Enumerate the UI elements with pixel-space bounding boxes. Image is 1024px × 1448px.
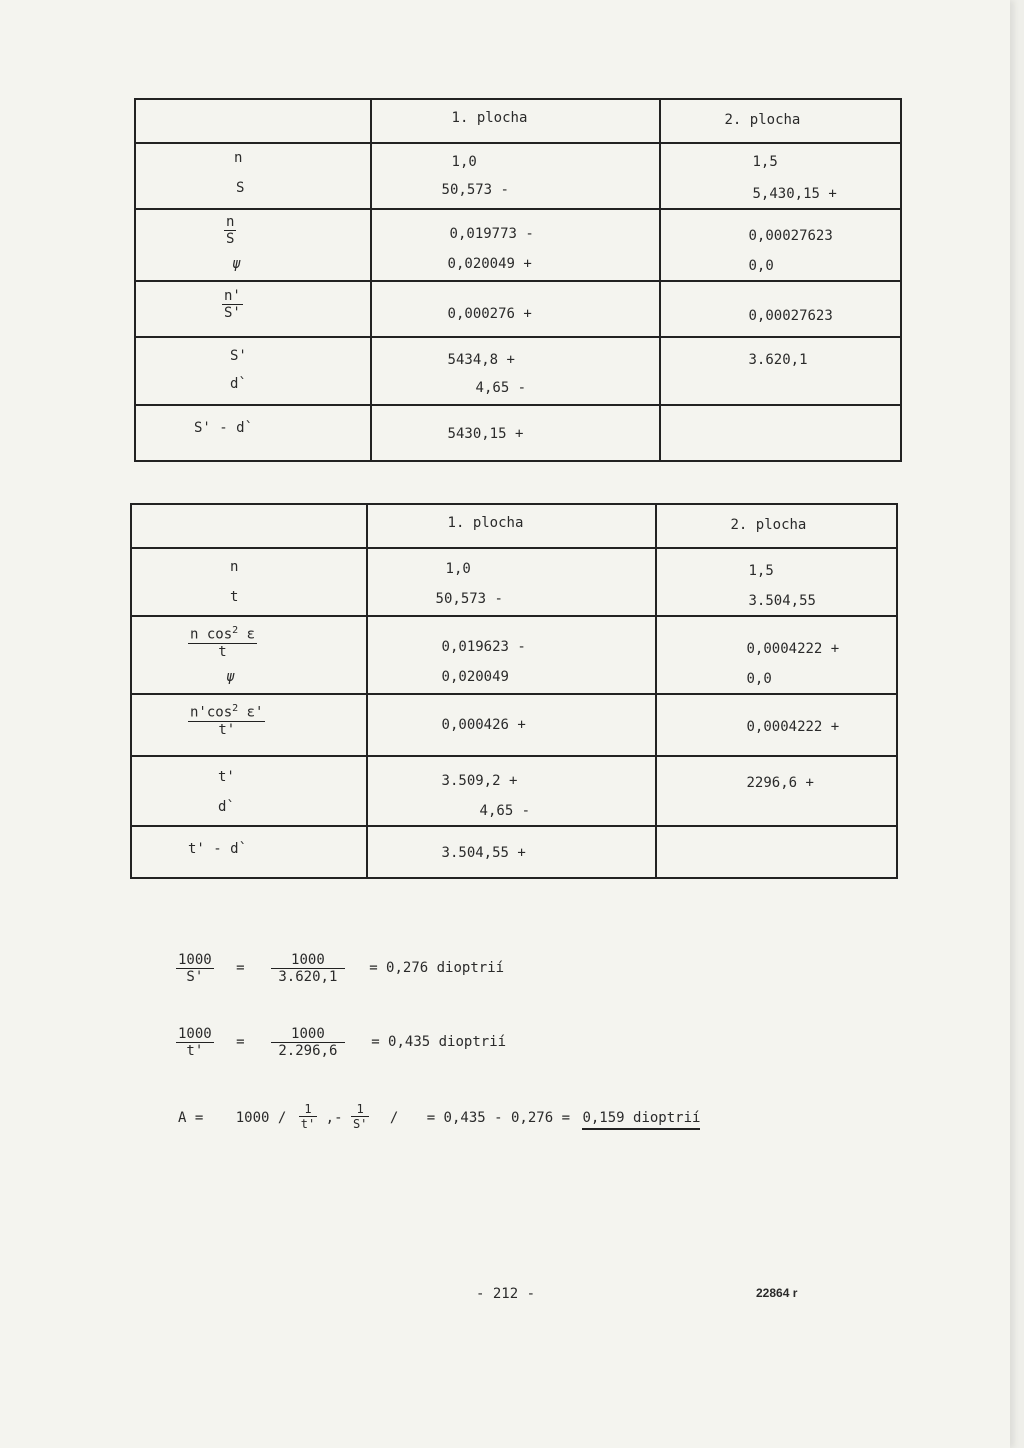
row-label: t [230, 589, 239, 605]
cell-value: 0,0004222 + [746, 719, 840, 735]
fraction-label: $\frac{n \cos^2 \varepsilon}{t}$ [190, 625, 256, 660]
formula-s-dioptre: $\frac{1000}{S'}$ = $\frac{1000}{3.620,1}$ = 0,276 dioptrií [178, 952, 505, 985]
row-label: n [234, 150, 243, 166]
table-t [130, 503, 898, 879]
psi-symbol: ψ [232, 256, 241, 272]
table-row [135, 281, 901, 337]
cell-value: 1,0 [451, 154, 477, 170]
cell-value: 0,019773 - [449, 226, 534, 242]
fraction-label: $\frac{n'}{S'}$ [224, 288, 241, 321]
table-row [131, 694, 897, 756]
page-number: - 212 - [476, 1286, 536, 1302]
cell-value: 0,000276 + [447, 306, 532, 322]
cell-value: 3.620,1 [748, 352, 808, 368]
formula-t-dioptre: $\frac{1000}{t'}$ = $\frac{1000}{2.296,6}$ = 0,435 dioptrií [178, 1026, 507, 1059]
column-header: 2. plocha [730, 517, 807, 533]
table-row [131, 548, 897, 616]
formula-astigmatism: A = 1000 / $\frac{1}{t'}$ ,- $\frac{1}{S'}$ / = 0,435 - 0,276 = 0,159 dioptrií [178, 1102, 701, 1131]
cell-value: 3.504,55 [748, 593, 816, 609]
row-label: S [236, 180, 245, 196]
row-label: t' - d` [188, 841, 248, 857]
cell-value: 1,5 [748, 563, 774, 579]
cell-value: 0,0 [746, 671, 772, 687]
column-header: 1. plocha [447, 515, 524, 531]
fraction-label: $\frac{n'\cos^2 \varepsilon'}{t'}$ [190, 703, 264, 738]
table-header-row [131, 504, 897, 548]
column-header: 1. plocha [451, 110, 528, 126]
table-row [135, 209, 901, 281]
cell-value: 0,00027623 [748, 228, 833, 244]
cell-value: 0,020049 [441, 669, 509, 685]
table-row [131, 756, 897, 826]
column-header: 2. plocha [724, 112, 801, 128]
cell-value: 0,000426 + [441, 717, 526, 733]
cell-value: 5,430,15 + [752, 186, 837, 202]
final-result: 0,159 dioptrií [582, 1110, 700, 1130]
row-label: d` [230, 376, 247, 392]
row-label: S' [230, 348, 247, 364]
table-row [135, 337, 901, 405]
row-label: d` [218, 799, 235, 815]
cell-value: 50,573 - [435, 591, 503, 607]
cell-value: 4,65 - [479, 803, 531, 819]
table-row [135, 143, 901, 209]
cell-value: 0,019623 - [441, 639, 526, 655]
cell-value: 3.504,55 + [441, 845, 526, 861]
row-label: S' - d` [194, 420, 254, 436]
cell-value: 0,00027623 [748, 308, 833, 324]
cell-value: 0,0004222 + [746, 641, 840, 657]
table-header-row [135, 99, 901, 143]
row-label: n [230, 559, 239, 575]
cell-value: 0,020049 + [447, 256, 532, 272]
table-row [135, 405, 901, 461]
cell-value: 3.509,2 + [441, 773, 518, 789]
cell-value: 4,65 - [475, 380, 527, 396]
document-code: 22864 r [756, 1286, 798, 1300]
psi-symbol: ψ [226, 669, 235, 685]
table-s [134, 98, 902, 462]
cell-value: 1,0 [445, 561, 471, 577]
cell-value: 5430,15 + [447, 426, 524, 442]
fraction-label: $\frac{n}{S}$ [226, 214, 235, 247]
cell-value: 1,5 [752, 154, 778, 170]
cell-value: 2296,6 + [746, 775, 814, 791]
table-row [131, 826, 897, 878]
cell-value: 5434,8 + [447, 352, 515, 368]
cell-value: 50,573 - [441, 182, 509, 198]
table-row [131, 616, 897, 694]
row-label: t' [218, 769, 235, 785]
cell-value: 0,0 [748, 258, 774, 274]
